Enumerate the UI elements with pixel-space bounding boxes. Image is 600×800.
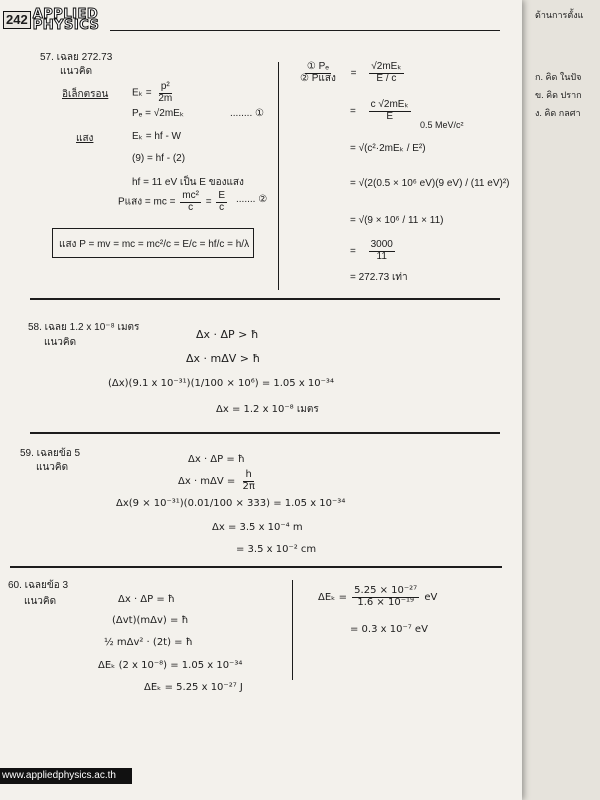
q58-line4: Δx = 1.2 x 10⁻⁸ เมตร <box>216 404 319 415</box>
next-page-header: ด้านการตั้งแ <box>535 10 584 20</box>
q58-line1: Δx · ΔP > ħ <box>196 328 259 341</box>
q59-line4: Δx = 3.5 x 10⁻⁴ m <box>212 522 303 533</box>
q60-line5: ΔEₖ = 5.25 x 10⁻²⁷ J <box>144 682 243 693</box>
q60-r1: ΔEₖ = $\frac{\text{5.25 × 10⁻²⁷}}{\text{1.6 × 10⁻¹⁹}}$ eV <box>318 585 438 608</box>
q60-line3: ½ mΔv² · (2t) = ħ <box>104 637 193 648</box>
logo-text: APPLIED PHYSICS <box>32 7 100 33</box>
q57-r2: = $\frac{\text{c √2mEₖ}}{E}$ <box>350 99 409 122</box>
page-number: 242 <box>3 11 31 29</box>
q57-method: แนวคิด <box>60 66 93 77</box>
next-page-item-3: ง. คิด กลศา <box>535 108 581 118</box>
q57-eq1-marker: ........ ① <box>230 108 264 119</box>
q57-ek-eq: Eₖ = $\frac{\text{p²}}{2m}$ <box>132 81 173 104</box>
q57-r1: $\frac{\text{① Pₑ}}{\text{② Pแสง}}$ = $\frac{\text{√2mEₖ}}{E / c}$ <box>300 61 402 84</box>
q58-title: 58. เฉลย 1.2 x 10⁻⁸ เมตร <box>28 322 140 333</box>
q57-hf: hf = 11 eV เป็น E ของแสง <box>132 177 244 188</box>
q59-line1: Δx · ΔP = ħ <box>188 454 245 465</box>
q57-eq2-marker: ....... ② <box>236 194 268 205</box>
next-page-item-2: ข. คิด ปราก <box>535 90 582 100</box>
header-rule <box>110 30 500 31</box>
applied-physics-logo <box>3 8 99 32</box>
q59-bottom-rule <box>10 566 502 568</box>
q60-line1: Δx · ΔP = ħ <box>118 594 175 605</box>
q57-line9: (9) = hf - (2) <box>132 153 186 164</box>
q57-box-text: แสง P = mv = mc = mc²/c = E/c = hf/c = h/λ <box>59 239 250 250</box>
q60-method: แนวคิด <box>24 596 57 607</box>
q57-r3: = √(c²·2mEₖ / E²) <box>350 143 426 154</box>
q57-p-light: Pแสง = mc = $\frac{\text{mc²}}{c}$ = $\frac{E}{c}$ <box>118 190 225 213</box>
q57-bottom-rule <box>30 298 500 300</box>
q57-r7: = 272.73 เท่า <box>350 272 408 283</box>
q59-method: แนวคิด <box>36 462 69 473</box>
q60-line2: (Δvt)(mΔv) = ħ <box>112 615 189 626</box>
q60-line4: ΔEₖ (2 x 10⁻⁸) = 1.05 x 10⁻³⁴ <box>98 660 243 671</box>
q58-line2: Δx · mΔV > ħ <box>186 352 261 365</box>
q57-electron-label: อิเล็กตรอน <box>62 89 109 100</box>
q57-title: 57. เฉลย 272.73 <box>40 52 113 63</box>
q57-momentum-box <box>52 228 254 258</box>
q58-line3: (Δx)(9.1 x 10⁻³¹)(1/100 × 10⁶) = 1.05 x 10⁻³⁴ <box>108 378 334 389</box>
q57-r4: = √(2(0.5 × 10⁶ eV)(9 eV) / (11 eV)²) <box>350 178 510 189</box>
q58-method: แนวคิด <box>44 337 77 348</box>
q57-pe-eq: Pₑ = √2mEₖ <box>132 108 185 119</box>
q60-title: 60. เฉลยข้อ 3 <box>8 580 69 591</box>
q60-divider <box>292 580 293 680</box>
q57-r5: = √(9 × 10⁶ / 11 × 11) <box>350 215 444 226</box>
q60-r2: = 0.3 x 10⁻⁷ eV <box>350 624 428 635</box>
q57-ek-light: Eₖ = hf - W <box>132 131 181 142</box>
q59-line3: Δx(9 × 10⁻³¹)(0.01/100 × 333) = 1.05 x 10⁻³⁴ <box>116 498 346 509</box>
q57-r6: = $\frac{3000}{11}$ <box>350 239 393 262</box>
q58-bottom-rule <box>30 432 500 434</box>
q57-electron-mass-note: 0.5 MeV/c² <box>420 120 464 130</box>
q57-divider <box>278 62 279 290</box>
q59-line2: Δx · mΔV = $\frac{h}{2\pi}$ <box>178 469 255 492</box>
q59-title: 59. เฉลยข้อ 5 <box>20 448 81 459</box>
footer-url: www.appliedphysics.ac.th <box>0 768 132 784</box>
q59-line5: = 3.5 x 10⁻² cm <box>236 544 317 555</box>
q57-light-label: แสง <box>76 133 94 144</box>
next-page-item-1: ก. คิด ในปัจ <box>535 72 582 82</box>
